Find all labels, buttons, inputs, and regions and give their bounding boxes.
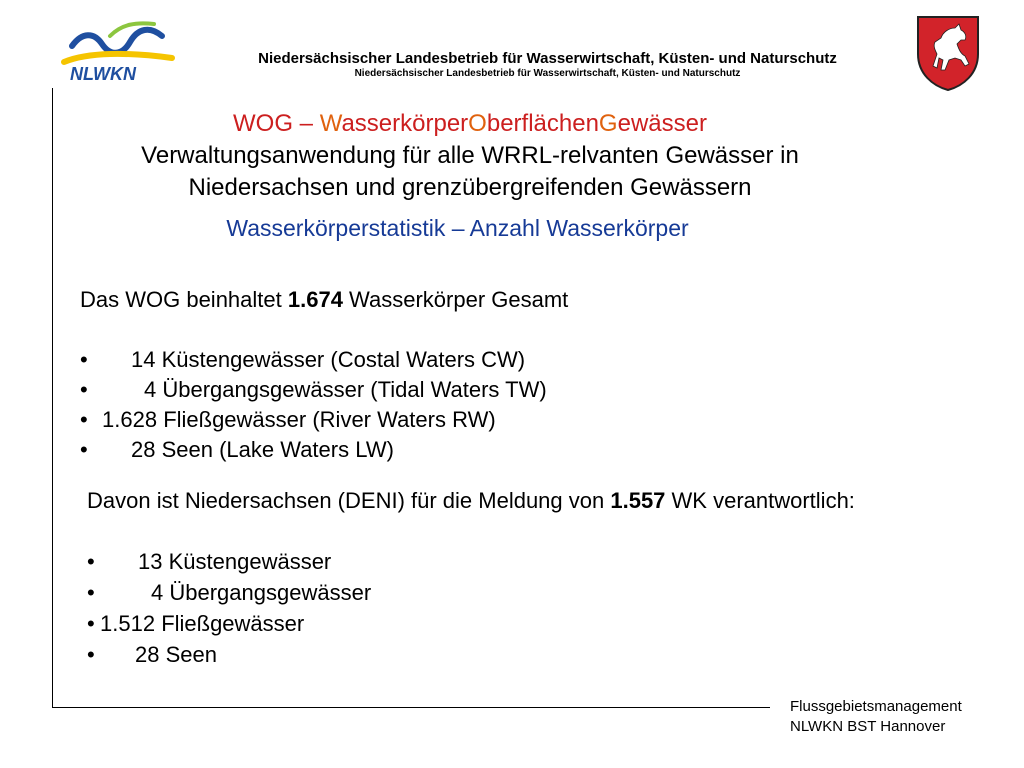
item-label: Fließgewässer [161, 611, 305, 636]
section2-intro [87, 486, 855, 516]
nlwkn-wave-logo-icon [58, 18, 178, 86]
lower-saxony-crest [915, 14, 981, 92]
item-count: 1.512 [100, 611, 156, 636]
bullet: • [87, 642, 95, 667]
title-highlight-letter: G [598, 110, 618, 137]
bullet: • [87, 549, 95, 574]
lower-saxony-horse-crest-icon [915, 14, 981, 92]
list-item-text [135, 640, 217, 670]
section1-total: 1.674 [287, 287, 343, 312]
list-item-text [102, 405, 496, 435]
item-count: 1.628 [102, 407, 158, 432]
item-label: Küstengewässer [168, 549, 332, 574]
list-item-text [100, 609, 304, 639]
title-text-part: asserkörper [341, 110, 469, 137]
item-label: Seen [165, 642, 217, 667]
title-text-part: WOG – [233, 110, 320, 137]
list-item-text [131, 345, 525, 375]
item-count: 28 [135, 642, 160, 667]
list-item-text [138, 547, 331, 577]
item-count: 4 [151, 580, 164, 605]
list-item-text [144, 375, 547, 405]
frame-left-line [52, 88, 53, 708]
section1-intro-pre: Das WOG beinhaltet [80, 287, 288, 312]
section1-intro-post: Wasserkörper Gesamt [342, 287, 569, 312]
footer [790, 697, 962, 737]
title-block [90, 108, 850, 204]
title-line-2: Verwaltungsanwendung für alle WRRL-relvanten Gewässer in [141, 142, 799, 169]
nlwkn-logo [58, 18, 178, 86]
item-label: Seen (Lake Waters LW) [161, 437, 394, 462]
item-count: 4 [144, 377, 157, 402]
footer-line-1: Flussgebietsmanagement [790, 698, 962, 715]
list-item-text [151, 578, 371, 608]
bullet: • [80, 437, 88, 462]
section2-intro-pre: Davon ist Niedersachsen (DENI) für die Meldung von [87, 488, 611, 513]
item-count: 14 [131, 347, 156, 372]
bullet: • [80, 347, 88, 372]
frame-bottom-line [52, 707, 770, 708]
section2-total: 1.557 [610, 488, 666, 513]
bullet: • [80, 377, 88, 402]
bullet: • [80, 407, 88, 432]
org-subtitle: Niedersächsischer Landesbetrieb für Wasserwirtschaft, Küsten- und Naturschutz [354, 68, 741, 79]
title-line-3: Niedersachsen und grenzübergreifenden Gewässern [188, 174, 752, 201]
item-count: 28 [131, 437, 156, 462]
org-title: Niedersächsischer Landesbetrieb für Wasserwirtschaft, Küsten- und Naturschutz [258, 50, 837, 67]
bullet: • [87, 611, 95, 636]
footer-line-2: NLWKN BST Hannover [790, 718, 946, 735]
section2-intro-post: WK verantwortlich: [665, 488, 855, 513]
bullet: • [87, 580, 95, 605]
logo-wordmark: NLWKN [70, 64, 136, 84]
page-subtitle: Wasserkörperstatistik – Anzahl Wasserkörper [226, 215, 689, 241]
item-label: Küstengewässer (Costal Waters CW) [161, 347, 526, 372]
item-label: Übergangsgewässer (Tidal Waters TW) [162, 377, 547, 402]
title-highlight-letter: O [468, 110, 487, 137]
title-line-1 [90, 108, 850, 140]
item-count: 13 [138, 549, 163, 574]
title-text-part: ewässer [617, 110, 707, 137]
title-highlight-letter: W [319, 110, 342, 137]
title-text-part: berflächen [486, 110, 599, 137]
section1-intro [80, 285, 568, 315]
item-label: Fließgewässer (River Waters RW) [163, 407, 496, 432]
list-item-text [131, 435, 394, 465]
item-label: Übergangsgewässer [169, 580, 372, 605]
